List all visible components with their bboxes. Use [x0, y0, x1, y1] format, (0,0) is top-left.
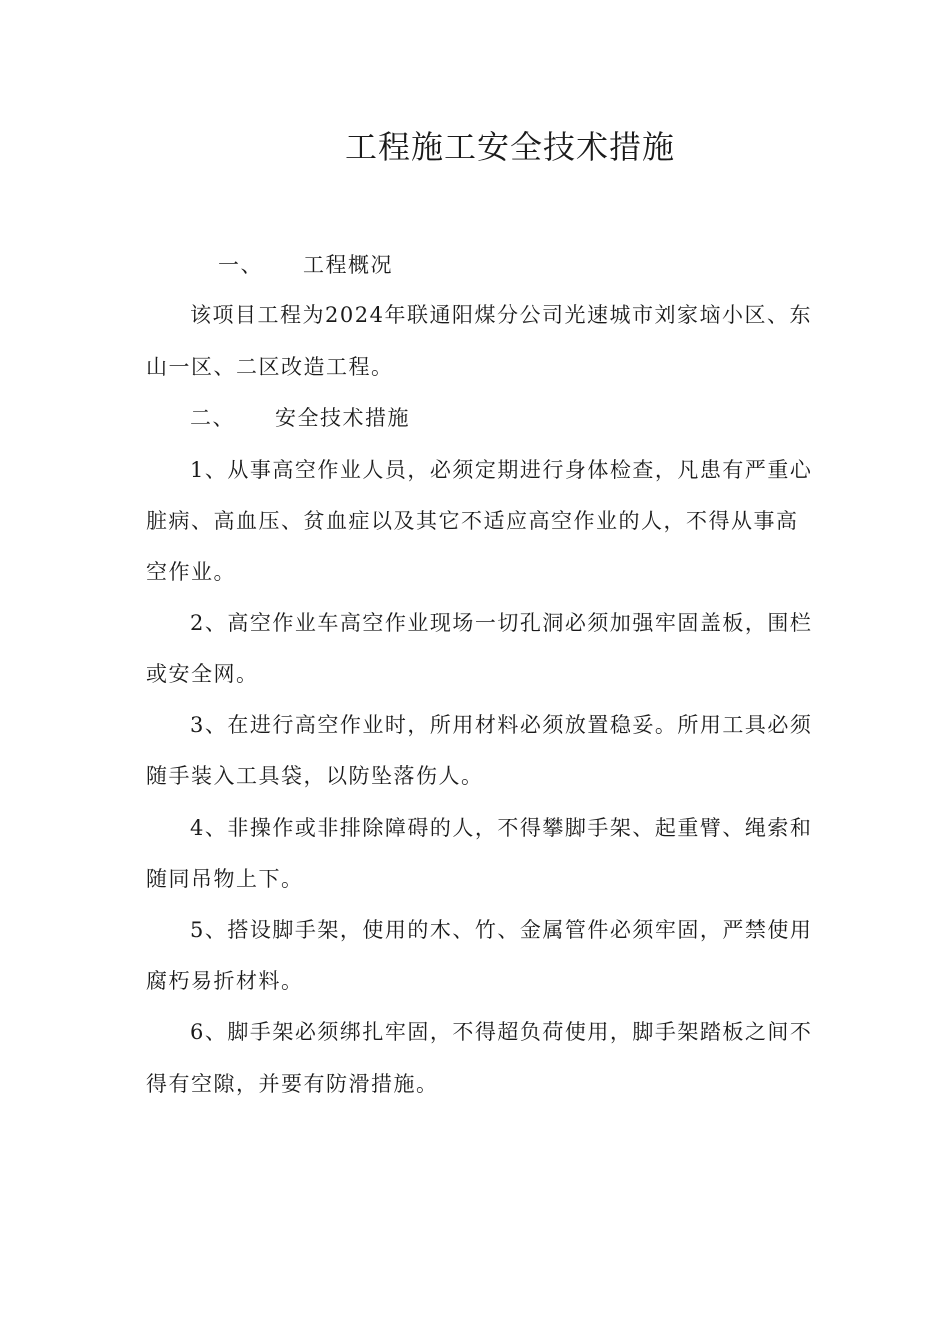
list-item-line: 3、在进行高空作业时，所用材料必须放置稳妥。所用工具必须 [190, 713, 813, 737]
section-title: 工程概况 [303, 253, 393, 277]
list-item-line: 4、非操作或非排除障碍的人，不得攀脚手架、起重臂、绳索和 [190, 816, 813, 840]
section-number: 一、 [218, 253, 263, 277]
list-item-line: 2、高空作业车高空作业现场一切孔洞必须加强牢固盖板，围栏 [190, 611, 813, 635]
list-item-line: 随手装入工具袋，以防坠落伤人。 [146, 764, 484, 788]
list-item-line: 得有空隙，并要有防滑措施。 [146, 1072, 439, 1096]
list-item-line: 6、脚手架必须绑扎牢固，不得超负荷使用，脚手架踏板之间不 [190, 1020, 813, 1044]
list-item-line: 腐朽易折材料。 [146, 969, 304, 993]
paragraph-line: 该项目工程为2024年联通阳煤分公司光速城市刘家垴小区、东 [190, 303, 812, 327]
section-heading-safety [190, 403, 410, 433]
section-title: 安全技术措施 [275, 406, 410, 430]
list-item-line: 或安全网。 [146, 662, 259, 686]
document-title: 工程施工安全技术措施 [344, 128, 675, 166]
list-item-line: 随同吊物上下。 [146, 867, 304, 891]
list-item-line: 5、搭设脚手架，使用的木、竹、金属管件必须牢固，严禁使用 [190, 918, 813, 942]
list-item-line: 脏病、高血压、贫血症以及其它不适应高空作业的人，不得从事高 [146, 509, 799, 533]
section-heading-overview [218, 250, 393, 280]
section-number: 二、 [190, 406, 235, 430]
list-item-line: 空作业。 [146, 560, 236, 584]
paragraph-line: 山一区、二区改造工程。 [146, 355, 394, 379]
list-item-line: 1、从事高空作业人员，必须定期进行身体检查，凡患有严重心 [190, 458, 813, 482]
